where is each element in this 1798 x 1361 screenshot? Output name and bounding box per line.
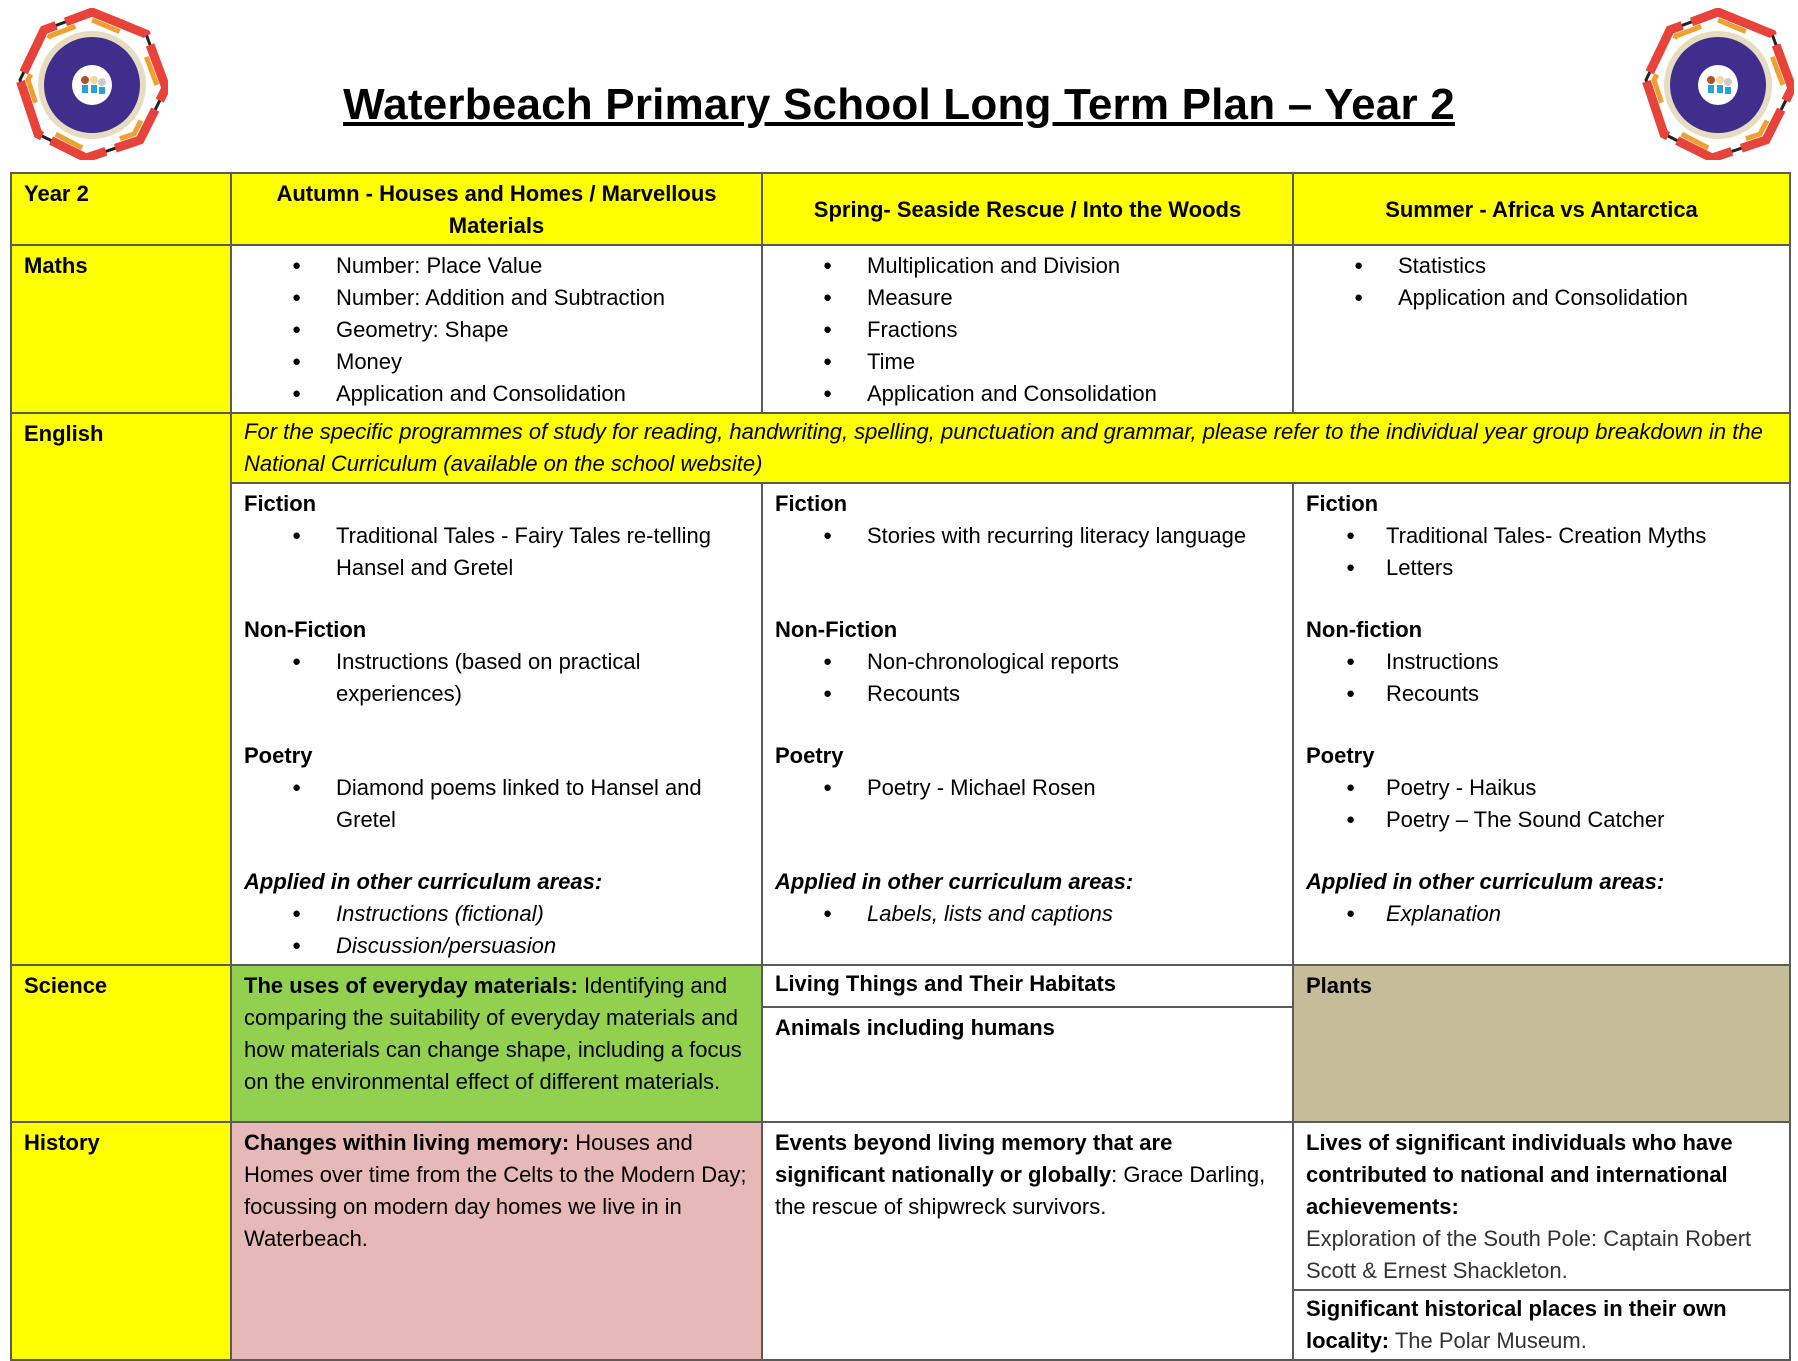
english-spring bbox=[762, 483, 1293, 965]
history-summer-description-1: Exploration of the South Pole: Captain Robert Scott & Ernest Shackleton. bbox=[1306, 1226, 1752, 1283]
list-item: ● Explanation bbox=[1306, 898, 1777, 930]
header-row bbox=[11, 173, 1790, 245]
history-summer-topic-2: Significant historical places in their own locality: bbox=[1306, 1296, 1727, 1353]
nonfiction-heading: Non-fiction bbox=[1306, 617, 1423, 642]
history-summer bbox=[1293, 1122, 1790, 1360]
history-summer-topic-1: Lives of significant individuals who have contributed to national and international achievements: bbox=[1306, 1130, 1733, 1219]
poetry-heading: Poetry bbox=[1306, 743, 1375, 768]
maths-summer bbox=[1293, 245, 1790, 413]
history-spring bbox=[762, 1122, 1293, 1360]
maths-spring bbox=[762, 245, 1293, 413]
english-label: English bbox=[11, 413, 231, 965]
list-item: ● Money bbox=[244, 346, 749, 378]
term-header-autumn: Autumn - Houses and Homes / Marvellous Materials bbox=[231, 173, 762, 245]
science-row bbox=[11, 965, 1790, 1122]
history-autumn-topic: Changes within living memory: bbox=[244, 1130, 570, 1155]
year-label: Year 2 bbox=[11, 173, 231, 245]
list-item: ● Statistics bbox=[1306, 250, 1777, 282]
page-title: Waterbeach Primary School Long Term Plan – Year 2 bbox=[343, 80, 1455, 129]
poetry-heading: Poetry bbox=[775, 743, 844, 768]
english-content-row bbox=[11, 483, 1790, 965]
applied-heading: Applied in other curriculum areas: bbox=[244, 869, 603, 894]
science-spring bbox=[762, 965, 1293, 1122]
applied-heading: Applied in other curriculum areas: bbox=[1306, 869, 1665, 894]
science-autumn bbox=[231, 965, 762, 1122]
list-item: ● Multiplication and Division bbox=[775, 250, 1280, 282]
list-item: ● Letters bbox=[1306, 552, 1777, 584]
list-item: ● Time bbox=[775, 346, 1280, 378]
list-item: ● Diamond poems linked to Hansel and Gretel bbox=[244, 772, 749, 836]
list-item: ● Poetry - Michael Rosen bbox=[775, 772, 1280, 804]
english-note: For the specific programmes of study for reading, handwriting, spelling, punctuation and grammar, please refer to the individual year group breakdown in the National Curriculum (available on the school website) bbox=[231, 413, 1790, 483]
list-item: ● Number: Place Value bbox=[244, 250, 749, 282]
list-item: ● Traditional Tales- Creation Myths bbox=[1306, 520, 1777, 552]
fiction-heading: Fiction bbox=[775, 491, 848, 516]
applied-heading: Applied in other curriculum areas: bbox=[775, 869, 1134, 894]
english-autumn bbox=[231, 483, 762, 965]
poetry-heading: Poetry bbox=[244, 743, 313, 768]
english-note-row bbox=[11, 413, 1790, 483]
list-item: ● Application and Consolidation bbox=[1306, 282, 1777, 314]
list-item: ● Fractions bbox=[775, 314, 1280, 346]
term-header-summer: Summer - Africa vs Antarctica bbox=[1293, 173, 1790, 245]
history-spring-description: : Grace Darling, the rescue of shipwreck survivors. bbox=[775, 1162, 1266, 1219]
list-item: ● Instructions bbox=[1306, 646, 1777, 678]
history-label: History bbox=[11, 1122, 231, 1360]
history-summer-description-2: The Polar Museum. bbox=[1389, 1328, 1587, 1353]
list-item: ● Stories with recurring literacy language bbox=[775, 520, 1280, 552]
list-item: ● Geometry: Shape bbox=[244, 314, 749, 346]
list-item: ● Measure bbox=[775, 282, 1280, 314]
maths-label: Maths bbox=[11, 245, 231, 413]
list-item: ● Instructions (based on practical experiences) bbox=[244, 646, 749, 710]
fiction-heading: Fiction bbox=[1306, 491, 1379, 516]
fiction-heading: Fiction bbox=[244, 491, 317, 516]
english-summer bbox=[1293, 483, 1790, 965]
nonfiction-heading: Non-Fiction bbox=[775, 617, 898, 642]
term-header-spring: Spring- Seaside Rescue / Into the Woods bbox=[762, 173, 1293, 245]
history-spring-topic: Events beyond living memory that are significant nationally or globally bbox=[775, 1130, 1173, 1187]
science-spring-topic-2: Animals including humans bbox=[775, 1015, 1055, 1040]
long-term-plan-table bbox=[10, 172, 1791, 1361]
list-item: ● Discussion/persuasion bbox=[244, 930, 749, 962]
nonfiction-heading: Non-Fiction bbox=[244, 617, 367, 642]
list-item: ● Poetry - Haikus bbox=[1306, 772, 1777, 804]
maths-autumn bbox=[231, 245, 762, 413]
history-row bbox=[11, 1122, 1790, 1360]
maths-row bbox=[11, 245, 1790, 413]
list-item: ● Application and Consolidation bbox=[244, 378, 749, 410]
science-summer: Plants bbox=[1293, 965, 1790, 1122]
list-item: ● Application and Consolidation bbox=[775, 378, 1280, 410]
list-item: ● Number: Addition and Subtraction bbox=[244, 282, 749, 314]
science-autumn-topic: The uses of everyday materials: bbox=[244, 973, 578, 998]
list-item: ● Traditional Tales - Fairy Tales re-telling Hansel and Gretel bbox=[244, 520, 749, 584]
science-autumn-description: Identifying and comparing the suitability of everyday materials and how materials can change shape, including a focus on the environmental effect of different materials. bbox=[244, 973, 742, 1094]
list-item: ● Recounts bbox=[1306, 678, 1777, 710]
list-item: ● Instructions (fictional) bbox=[244, 898, 749, 930]
history-autumn-description: Houses and Homes over time from the Celts to the Modern Day; focussing on modern day homes we live in in Waterbeach. bbox=[244, 1130, 747, 1251]
science-spring-topic-1: Living Things and Their Habitats bbox=[763, 966, 1292, 1008]
history-autumn bbox=[231, 1122, 762, 1360]
list-item: ● Labels, lists and captions bbox=[775, 898, 1280, 930]
list-item: ● Poetry – The Sound Catcher bbox=[1306, 804, 1777, 836]
list-item: ● Non-chronological reports bbox=[775, 646, 1280, 678]
science-label: Science bbox=[11, 965, 231, 1122]
list-item: ● Recounts bbox=[775, 678, 1280, 710]
